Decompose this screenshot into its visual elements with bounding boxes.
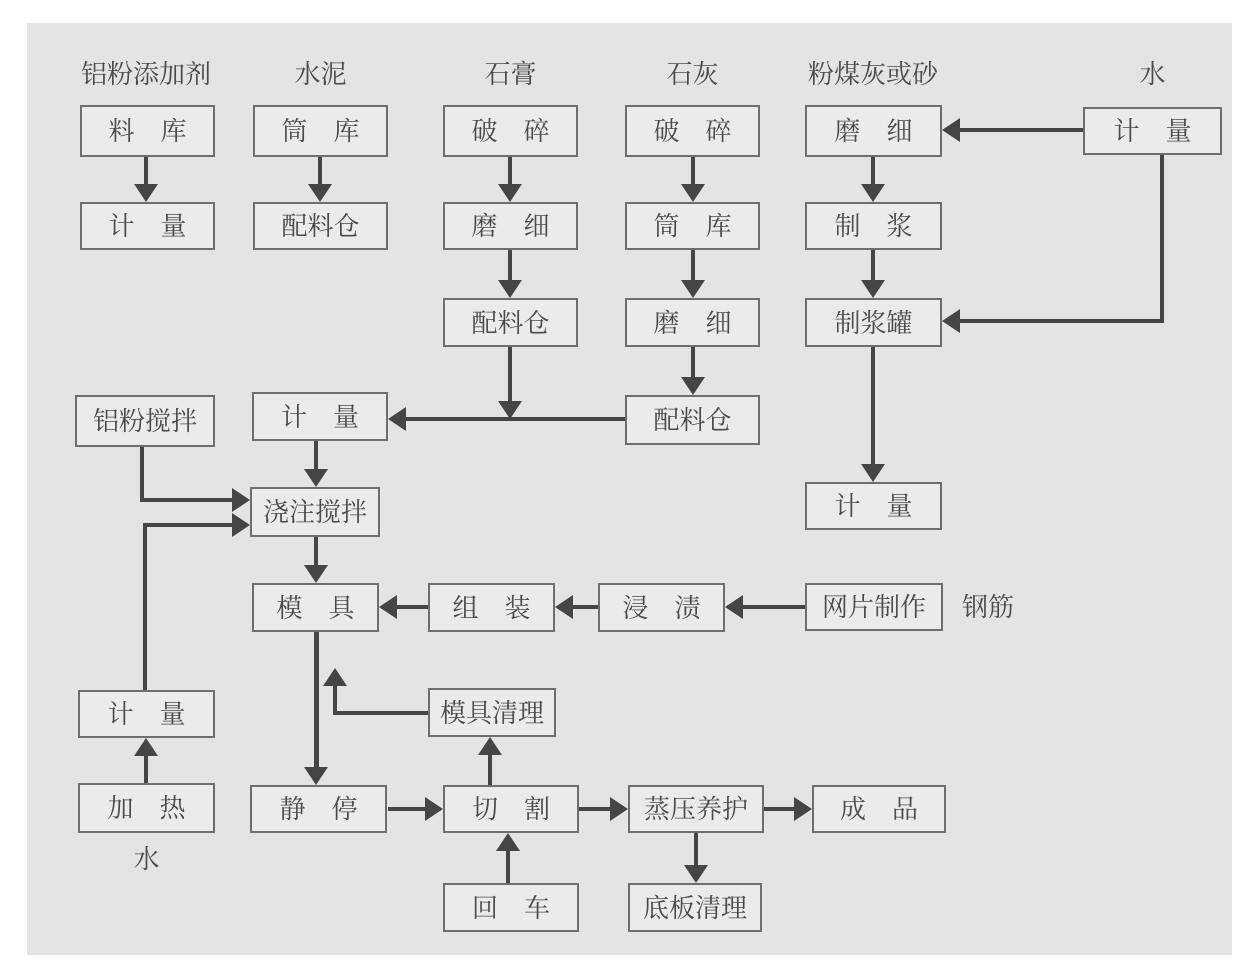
- node-assemble: 组 装: [428, 583, 555, 632]
- arrow-cement-silo-to-batch-bin-head: [308, 184, 332, 202]
- node-main-meter: 计 量: [252, 392, 388, 441]
- arrow-return-cart-to-cut-head: [496, 833, 520, 851]
- arrow-autoclave-to-product-head: [794, 797, 812, 821]
- arrow-rest-to-cut-line: [388, 807, 427, 811]
- arrow-autoclave-to-product-line: [764, 807, 796, 811]
- node-lime-grind: 磨 细: [625, 298, 760, 347]
- arrow-al-store-to-al-meter-line: [144, 157, 148, 186]
- arrow-cut-to-mold-clean-line: [488, 753, 492, 785]
- arrow-gypsum-crush-to-grind-line: [508, 157, 512, 186]
- arrow-mold-clean-return-up-line: [333, 684, 337, 715]
- node-aluminum-mix: 铝粉搅拌: [75, 395, 215, 447]
- arrow-main-meter-to-pour-mix-line: [314, 441, 318, 471]
- node-gypsum-batch-bin: 配料仓: [443, 298, 578, 347]
- arrow-cut-to-autoclave-head: [610, 797, 628, 821]
- arrow-main-meter-to-pour-mix-head: [304, 469, 328, 487]
- arrow-lime-silo-to-grind-line: [691, 250, 695, 282]
- node-rest: 静 停: [250, 785, 387, 833]
- arrow-slurry-tank-to-meter-line: [871, 347, 875, 466]
- arrow-pour-mix-to-mold-line: [314, 537, 318, 567]
- node-water-meter: 计 量: [1083, 107, 1222, 155]
- node-heat: 加 热: [78, 783, 215, 833]
- arrow-gypsum-crush-to-grind-head: [498, 184, 522, 202]
- arrow-flyash-grind-to-slurry-make-line: [871, 157, 875, 186]
- arrow-slurry-make-to-tank-line: [871, 250, 875, 282]
- arrow-hot-meter-rise-line: [143, 523, 147, 690]
- label-lime: 石灰: [666, 59, 719, 89]
- arrow-water-to-slurry-tank-line: [958, 319, 1164, 323]
- arrow-pour-mix-to-mold-head: [304, 565, 328, 583]
- node-return-cart: 回 车: [443, 883, 579, 932]
- arrow-al-mix-to-pour-mix-line: [140, 498, 234, 502]
- node-cut: 切 割: [443, 785, 579, 833]
- node-flyash-grind: 磨 细: [805, 105, 942, 157]
- arrow-lime-silo-to-grind-head: [681, 280, 705, 298]
- arrow-rest-to-cut-head: [425, 797, 443, 821]
- node-mold-clean: 模具清理: [428, 688, 556, 737]
- node-slurry-make: 制 浆: [805, 202, 942, 250]
- node-dip: 浸 渍: [598, 583, 725, 632]
- arrow-water-meter-drop-line: [1160, 155, 1164, 323]
- node-mesh-make: 网片制作: [805, 583, 943, 631]
- arrow-mold-to-rest-line: [314, 632, 319, 769]
- node-pour-mix: 浇注搅拌: [250, 487, 380, 537]
- arrow-gypsum-bin-to-junction-line: [508, 347, 512, 403]
- node-product: 成 品: [812, 785, 946, 833]
- arrow-lime-grind-to-batch-bin-line: [691, 347, 695, 379]
- arrow-hot-meter-to-pour-mix-head: [232, 513, 250, 537]
- arrow-water-meter-to-flyash-grind-line: [958, 128, 1083, 132]
- label-water-bottom: 水: [133, 844, 160, 874]
- arrow-slurry-make-to-tank-head: [861, 280, 885, 298]
- node-lime-batch-bin: 配料仓: [625, 395, 760, 445]
- arrow-mesh-make-to-dip-head: [725, 595, 743, 619]
- arrow-return-cart-to-cut-line: [506, 849, 510, 883]
- arrow-cement-silo-to-batch-bin-line: [318, 157, 322, 186]
- arrow-cut-to-autoclave-line: [579, 807, 612, 811]
- arrow-slurry-tank-to-meter-head: [861, 464, 885, 482]
- node-cement-batch-bin: 配料仓: [253, 202, 388, 250]
- node-lime-crush: 破 碎: [625, 105, 760, 157]
- node-slurry-meter: 计 量: [805, 482, 942, 530]
- arrow-lime-crush-to-silo-head: [681, 184, 705, 202]
- arrow-lime-crush-to-silo-line: [691, 157, 695, 186]
- arrow-water-meter-to-flyash-grind-head: [942, 118, 960, 142]
- node-slurry-tank: 制浆罐: [805, 298, 942, 347]
- arrow-heat-to-hot-meter-head: [134, 738, 158, 756]
- arrow-mold-to-rest-head: [304, 767, 328, 785]
- arrow-mold-clean-return-run-line: [335, 711, 428, 715]
- node-lime-silo: 筒 库: [625, 202, 760, 250]
- label-flyash-or-sand: 粉煤灰或砂: [807, 59, 938, 89]
- node-plate-clean: 底板清理: [628, 883, 762, 932]
- node-mold: 模 具: [252, 583, 379, 632]
- label-cement: 水泥: [294, 59, 347, 89]
- node-gypsum-crush: 破 碎: [443, 105, 578, 157]
- arrow-mesh-make-to-dip-line: [741, 605, 805, 609]
- label-rebar: 钢筋: [961, 592, 1014, 622]
- arrow-autoclave-to-plate-clean-head: [684, 865, 708, 883]
- arrow-lime-bin-to-main-meter-head: [388, 407, 406, 431]
- node-aluminum-meter: 计 量: [80, 202, 215, 250]
- arrow-al-store-to-al-meter-head: [134, 184, 158, 202]
- arrow-cut-to-mold-clean-head: [478, 737, 502, 755]
- arrow-gypsum-grind-to-batch-bin-head: [498, 280, 522, 298]
- node-autoclave: 蒸压养护: [628, 785, 764, 833]
- arrow-lime-grind-to-batch-bin-head: [681, 377, 705, 395]
- arrow-mold-clean-return-up-head: [323, 668, 347, 686]
- arrow-gypsum-grind-to-batch-bin-line: [508, 250, 512, 282]
- arrow-hot-meter-to-pour-mix-line: [143, 523, 234, 527]
- arrow-al-mix-to-pour-mix-head: [232, 488, 250, 512]
- node-aluminum-store: 料 库: [80, 105, 215, 157]
- node-gypsum-grind: 磨 细: [443, 202, 578, 250]
- arrow-water-to-slurry-tank-head: [942, 309, 960, 333]
- label-gypsum: 石膏: [484, 59, 537, 89]
- arrow-assemble-to-mold-head: [379, 595, 397, 619]
- arrow-dip-to-assemble-head: [555, 595, 573, 619]
- arrow-gypsum-bin-to-junction-head: [498, 401, 522, 419]
- label-aluminum-additive: 铝粉添加剂: [80, 59, 211, 89]
- node-hot-water-meter: 计 量: [78, 690, 215, 738]
- label-water-top: 水: [1139, 59, 1166, 89]
- arrow-flyash-grind-to-slurry-make-head: [861, 184, 885, 202]
- arrow-al-mix-drop-line: [140, 447, 144, 502]
- arrow-dip-to-assemble-line: [571, 605, 598, 609]
- node-cement-silo: 筒 库: [253, 105, 388, 157]
- arrow-heat-to-hot-meter-line: [144, 754, 148, 783]
- arrow-autoclave-to-plate-clean-line: [694, 833, 698, 867]
- arrow-assemble-to-mold-line: [395, 605, 428, 609]
